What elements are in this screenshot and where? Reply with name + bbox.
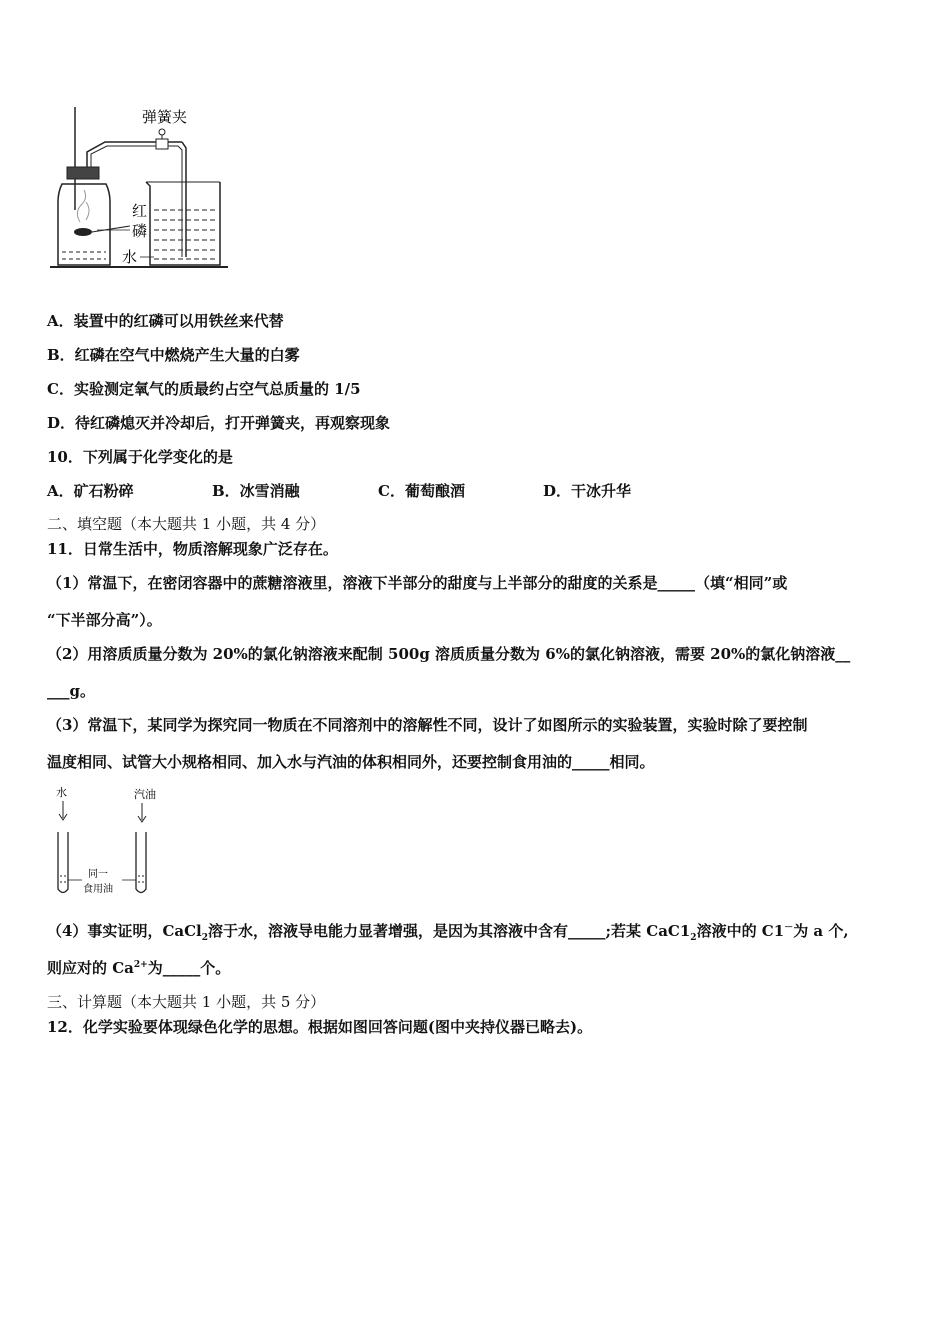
q11-part4-text-a: （4）事实证明，CaCl bbox=[47, 922, 202, 940]
q11-part1-line1: （1）常温下，在密闭容器中的蔗糖溶液里，溶液下半部分的甜度与上半部分的甜度的关系是_____（填“相同”或 bbox=[47, 574, 788, 592]
test-tube-right bbox=[136, 832, 146, 893]
q11-part3-line2: 温度相同、试管大小规格相同、加入水与汽油的体积相同外，还要控制食用油的_____相同。 bbox=[47, 753, 655, 771]
q9-option-b: B．红磷在空气中燃烧产生大量的白雾 bbox=[47, 346, 300, 364]
section-3-title: 三、计算题（本大题共 1 小题，共 5 分） bbox=[47, 993, 326, 1011]
test-tube-figure bbox=[50, 784, 170, 899]
label-spring-clip: 弹簧夹 bbox=[142, 108, 188, 126]
stopper bbox=[67, 167, 99, 179]
apparatus-figure bbox=[50, 102, 230, 272]
q9-option-c: C．实验测定氧气的质最约占空气总质量的 1/5 bbox=[47, 380, 361, 398]
spring-clip-icon bbox=[156, 139, 168, 149]
q9-option-a: A．装置中的红磷可以用铁丝来代替 bbox=[47, 312, 284, 330]
apparatus-diagram bbox=[50, 102, 230, 272]
q12-stem: 12．化学实验要体现绿色化学的思想。根据如图回答问题(图中夹持仪器已略去)。 bbox=[47, 1018, 593, 1036]
combustion-spoon bbox=[74, 228, 92, 236]
label-water: 水 bbox=[122, 248, 138, 266]
q10-option-d: D．干冰升华 bbox=[543, 482, 632, 500]
superscript: － bbox=[784, 923, 794, 933]
q9-option-d: D．待红磷熄灭并冷却后，打开弹簧夹，再观察现象 bbox=[47, 414, 391, 432]
q10-options bbox=[47, 481, 631, 501]
label-same: 同一 bbox=[88, 869, 108, 880]
subscript: 2 bbox=[690, 933, 697, 943]
label-gasoline: 汽油 bbox=[134, 788, 156, 801]
superscript: 2+ bbox=[133, 960, 148, 970]
beaker bbox=[146, 182, 220, 265]
q11-part4-text-c: 溶液中的 C1 bbox=[696, 922, 785, 940]
q11-part4-line1 bbox=[47, 921, 849, 941]
q11-part4-text-d: 为 a 个, bbox=[793, 922, 849, 940]
label-phosphorus: 磷 bbox=[132, 222, 148, 240]
q11-part2-line2: ___g。 bbox=[47, 682, 95, 700]
section-2-title: 二、填空题（本大题共 1 小题，共 4 分） bbox=[47, 515, 326, 533]
q10-option-b: B．冰雪消融 bbox=[212, 482, 300, 500]
subscript: 2 bbox=[201, 933, 208, 943]
q11-part4-text-f: 为_____个。 bbox=[147, 959, 231, 977]
q10-option-a: A．矿石粉碎 bbox=[47, 482, 134, 500]
q11-part4-text-e: 则应对的 Ca bbox=[47, 959, 134, 977]
q10-option-c: C．葡萄酿酒 bbox=[378, 482, 465, 500]
label-water: 水 bbox=[56, 786, 67, 799]
beaker-water bbox=[154, 210, 216, 259]
q11-stem: 11．日常生活中，物质溶解现象广泛存在。 bbox=[47, 540, 338, 558]
test-tube-diagram bbox=[50, 784, 170, 899]
connecting-tube-inner bbox=[91, 146, 156, 177]
test-tube-left bbox=[58, 832, 68, 893]
q11-part1-line2: “下半部分高”）。 bbox=[47, 611, 162, 629]
gas-bottle bbox=[58, 184, 110, 265]
q10-stem: 10．下列属于化学变化的是 bbox=[47, 448, 233, 466]
label-red: 红 bbox=[132, 202, 148, 220]
q11-part2-line1: （2）用溶质质量分数为 20%的氯化钠溶液来配制 500g 溶质质量分数为 6%的氯化钠溶液，需要 20%的氯化钠溶液__ bbox=[47, 645, 851, 663]
q11-part4-line2 bbox=[47, 958, 230, 978]
q11-part4-text-b: 溶于水，溶液导电能力显著增强，是因为其溶液中含有_____;若某 CaC1 bbox=[208, 922, 691, 940]
q11-part3-line1: （3）常温下，某同学为探究同一物质在不同溶剂中的溶解性不同，设计了如图所示的实验装置，实验时除了要控制 bbox=[47, 716, 808, 734]
label-edible-oil: 食用油 bbox=[83, 884, 113, 895]
